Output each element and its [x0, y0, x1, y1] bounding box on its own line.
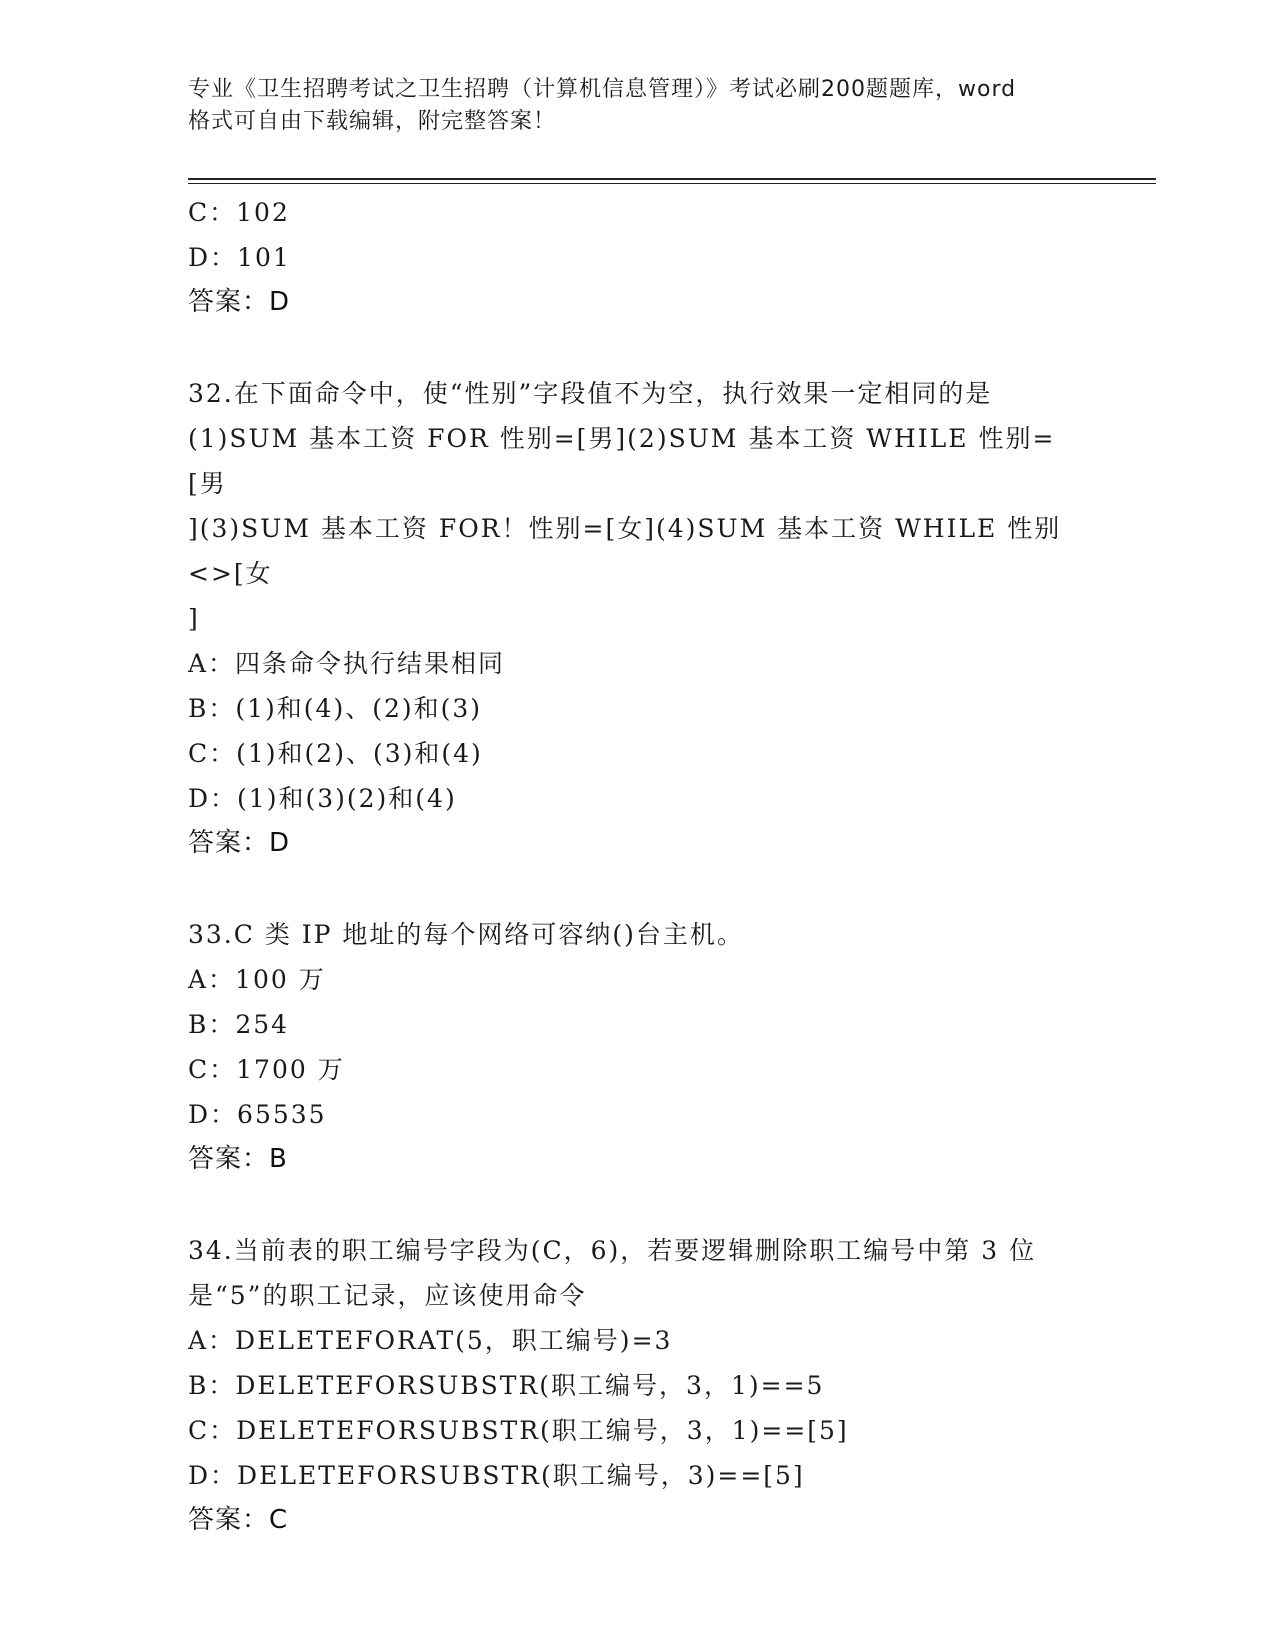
answer-line: 答案：D [188, 828, 291, 858]
question-stem: 33.C 类 IP 地址的每个网络可容纳()台主机。 [188, 920, 744, 949]
option-d: D：101 [188, 243, 291, 272]
question-stem: (1)SUM 基本工资 FOR 性别=[男](2)SUM 基本工资 WHILE 性别=[男 [188, 424, 1056, 498]
option-b: B：(1)和(4)、(2)和(3) [188, 694, 483, 723]
option-a: A：四条命令执行结果相同 [188, 649, 506, 678]
answer-line: 答案：D [188, 287, 291, 317]
option-b: B：DELETEFORSUBSTR(职工编号，3，1)==5 [188, 1371, 825, 1400]
question-stem: 34.当前表的职工编号字段为(C，6)，若要逻辑删除职工编号中第 3 位 [188, 1236, 1037, 1265]
header-divider-thick [188, 178, 1156, 180]
option-d: D：(1)和(3)(2)和(4) [188, 784, 457, 813]
answer-line: 答案：B [188, 1144, 288, 1174]
option-c: C：1700 万 [188, 1055, 345, 1084]
option-a: A：100 万 [188, 965, 326, 994]
question-list [188, 190, 1088, 1543]
option-a: A：DELETEFORAT(5，职工编号)=3 [188, 1326, 673, 1355]
header-title-line-1: 专业《卫生招聘考试之卫生招聘（计算机信息管理）》考试必刷200题题库，word [188, 77, 1017, 102]
header-divider-thin [188, 183, 1156, 184]
question-stem: 是“5”的职工记录，应该使用命令 [188, 1281, 587, 1310]
question-block-34 [188, 1228, 1088, 1543]
option-b: B：254 [188, 1010, 290, 1039]
question-stem: ] [188, 604, 200, 633]
option-c: C：(1)和(2)、(3)和(4) [188, 739, 483, 768]
question-stem: ](3)SUM 基本工资 FOR！性别=[女](4)SUM 基本工资 WHILE 性别<>[女 [188, 514, 1062, 588]
question-block-31 [188, 190, 1088, 325]
option-c: C：102 [188, 198, 290, 227]
question-stem: 32.在下面命令中，使“性别”字段值不为空，执行效果一定相同的是 [188, 379, 993, 408]
option-c: C：DELETEFORSUBSTR(职工编号，3，1)==[5] [188, 1416, 849, 1445]
spacer [188, 325, 1088, 371]
header-title-line-2: 格式可自由下载编辑，附完整答案！ [188, 109, 557, 134]
spacer [188, 866, 1088, 912]
answer-line: 答案：C [188, 1505, 289, 1535]
option-d: D：65535 [188, 1100, 327, 1129]
page-header [188, 74, 1088, 138]
option-d: D：DELETEFORSUBSTR(职工编号，3)==[5] [188, 1461, 805, 1490]
question-block-33 [188, 912, 1088, 1182]
question-block-32 [188, 371, 1088, 866]
spacer [188, 1182, 1088, 1228]
